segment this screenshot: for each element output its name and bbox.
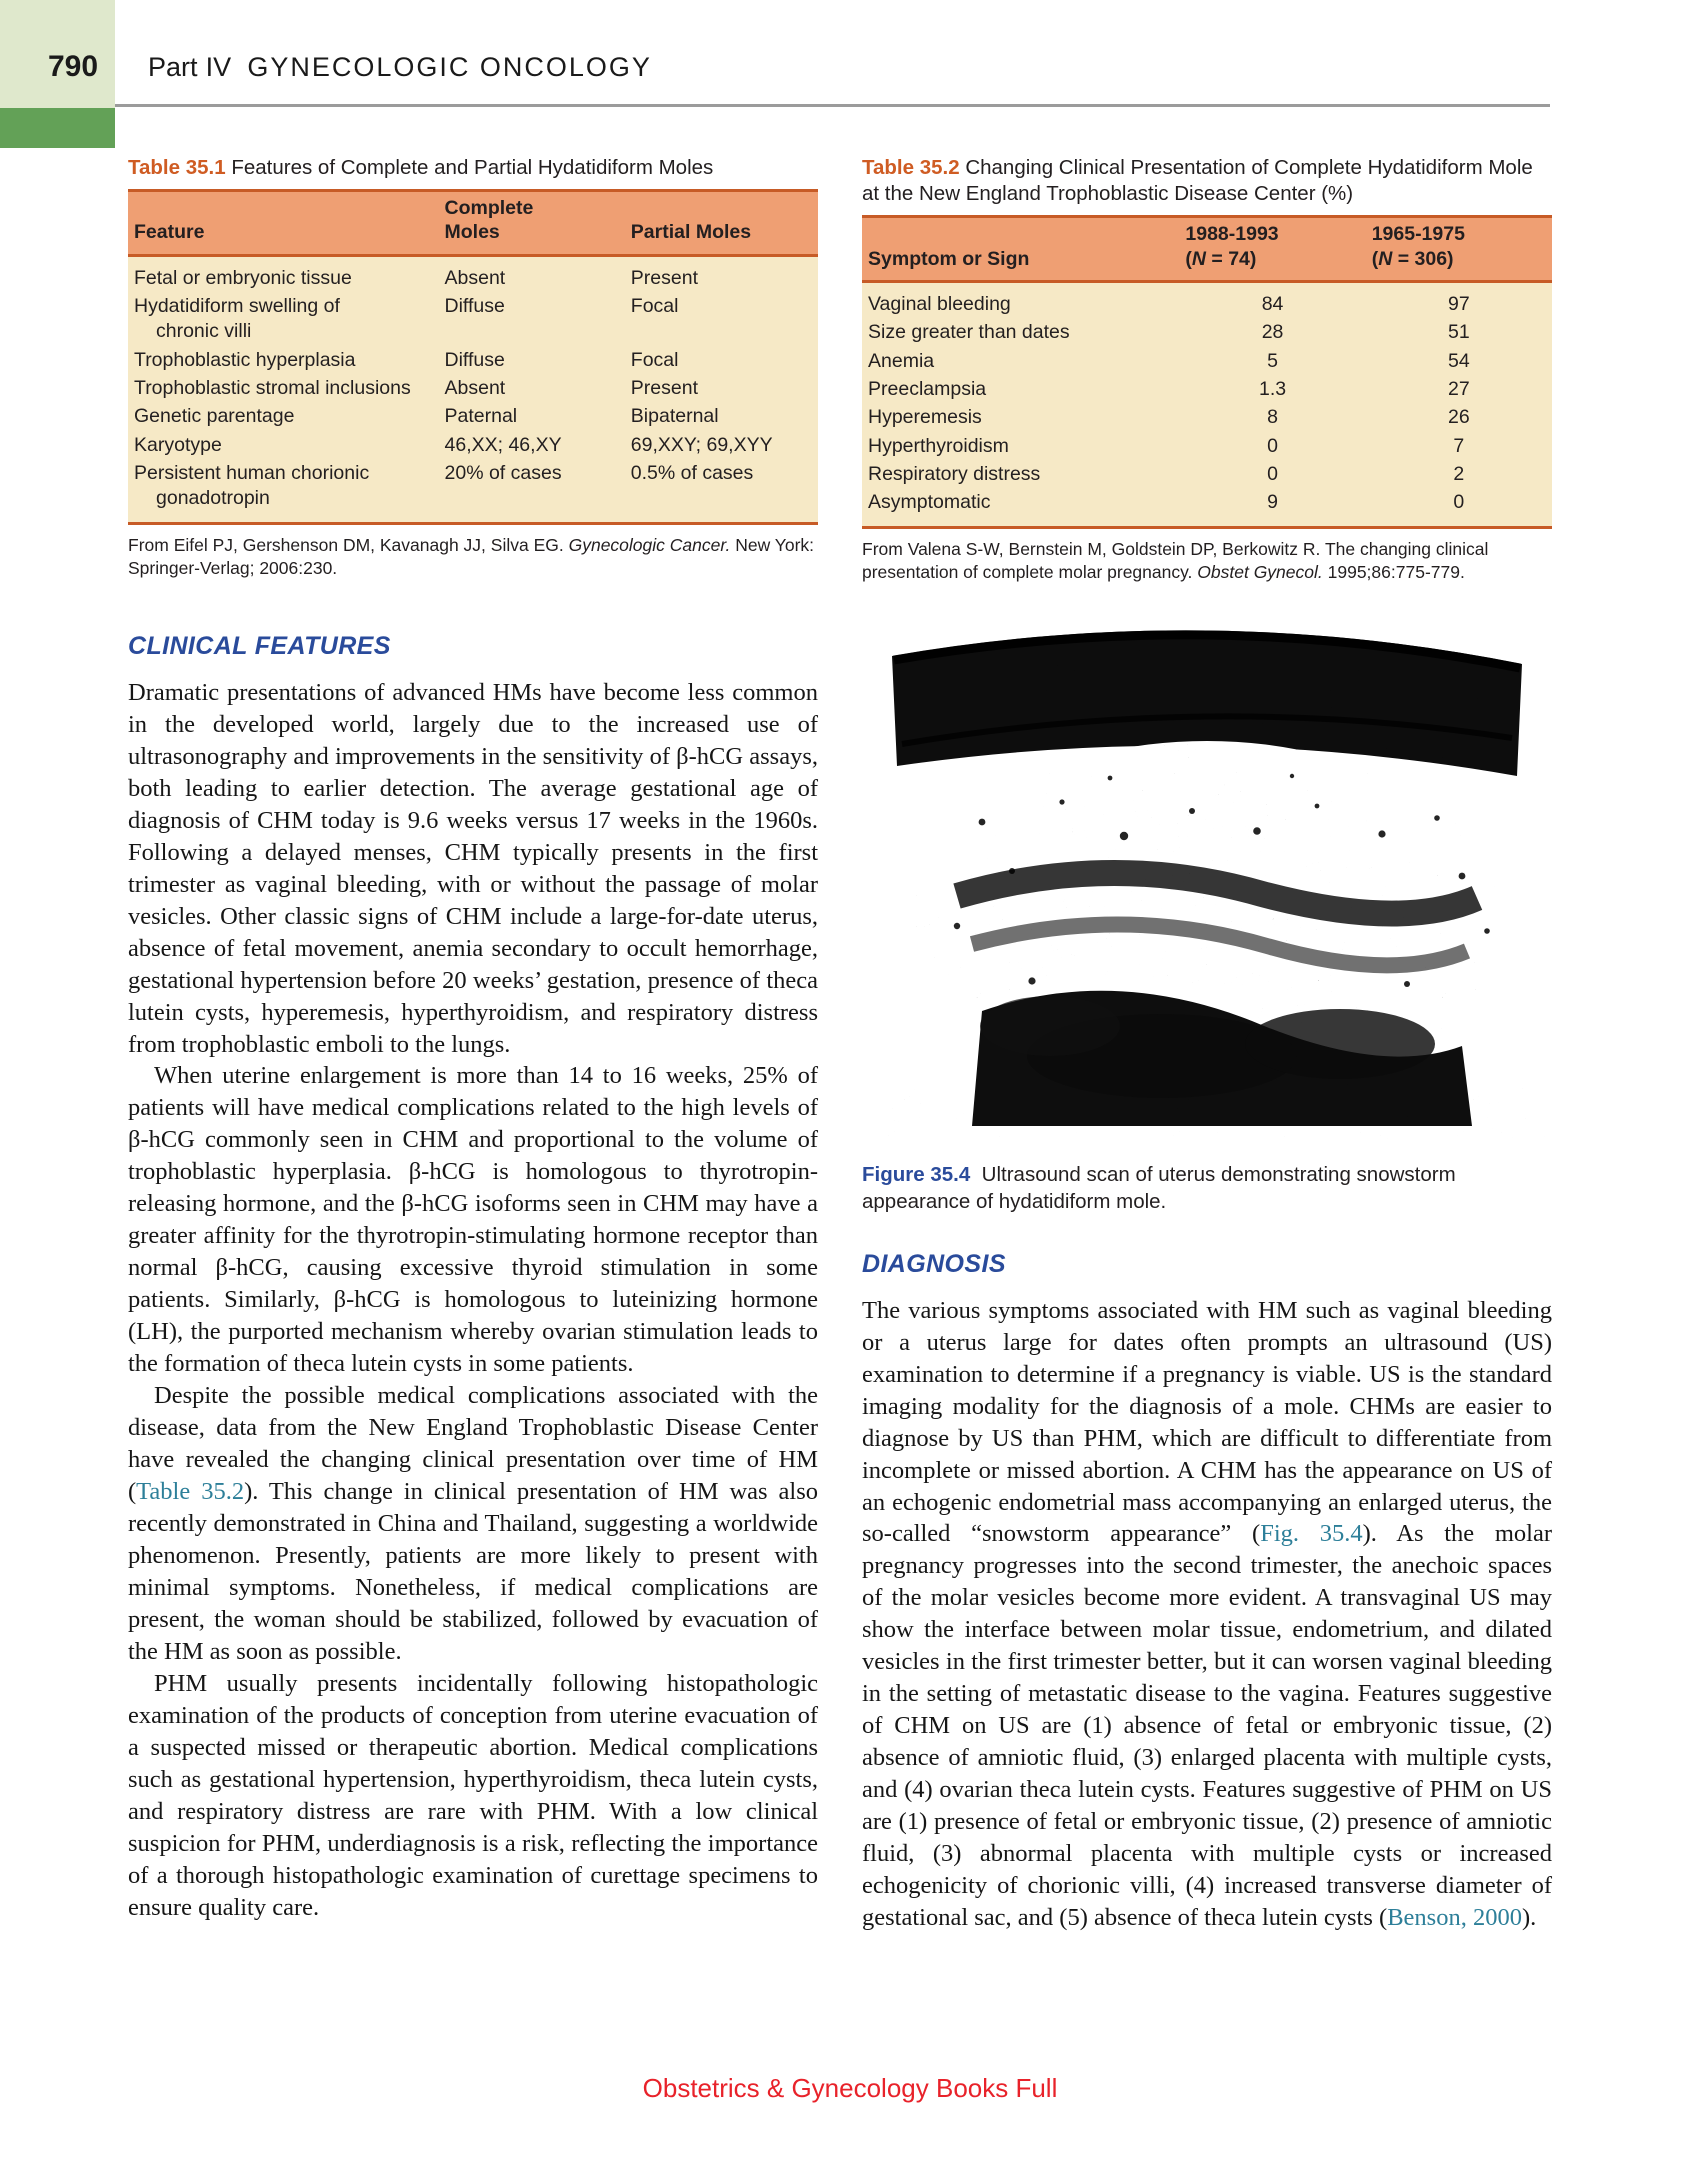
table-35-1-source: [128, 534, 818, 580]
table-35-2-col-1965-header: [1366, 217, 1552, 281]
running-head-part-label: Part: [148, 52, 198, 82]
figure-35-4-caption-text: Ultrasound scan of uterus demonstrating snowstorm appearance of hydatidiform mole.: [862, 1162, 1456, 1214]
table-row: [128, 255, 818, 292]
table-cell-symptom: Anemia: [868, 349, 935, 372]
table-cell-partial: Focal: [630, 294, 679, 317]
table-cell-partial: 69,XXY; 69,XYY: [630, 433, 773, 456]
table-35-2-source-post: 1995;86:775-779.: [1322, 561, 1465, 582]
table-35-1-col-partial-header: [625, 191, 818, 255]
table-row: [862, 281, 1552, 318]
table-row: [128, 374, 818, 402]
table-cell-1988: 8: [1267, 406, 1278, 429]
clinical-features-p3-before: Despite the possible medical complications associated with the disease, data from the New England Trophoblastic Disease Center have revealed the changing clinical presentation over time of HM (: [128, 1382, 818, 1506]
table-cell-1965: 26: [1447, 406, 1470, 429]
table-cell-feature: Fetal or embryonic tissue: [134, 266, 352, 289]
figure-35-4-label: Figure 35.4: [862, 1162, 971, 1186]
table-35-2-head: [862, 217, 1552, 281]
diagnosis-p1-end: ).: [1521, 1904, 1537, 1932]
left-column: [128, 155, 818, 1924]
table-cell-1988: 28: [1261, 321, 1284, 344]
figure-35-4-caption: [862, 1161, 1552, 1216]
table-cell-symptom: Hyperthyroidism: [868, 434, 1009, 457]
right-column: [862, 155, 1552, 1934]
table-cell-partial: Focal: [630, 348, 679, 371]
table-cell-1965: 2: [1453, 462, 1465, 485]
table-35-1-col-feature-label: Feature: [134, 221, 205, 244]
section-heading-clinical-features: CLINICAL FEATURES: [128, 631, 391, 660]
clinical-features-paragraph-2: When uterine enlargement is more than 14 to 16 weeks, 25% of patients will have medical complications related to the high levels of β-hCG commonly seen in CHM and proportional to the volume of trophoblastic hyperplasia. β-hCG is homologous to thyrotropin-releasing hormone, and the β-hCG isoforms seen in CHM may have a greater affinity for the thyrotropin-stimulating hormone receptor than normal β-hCG, causing excessive thyroid stimulation in some patients. Similarly, β-hCG is homologous to luteinizing hormone (LH), the purported mechanism whereby ovarian stimulation leads to the formation of theca lutein cysts in some patients.: [128, 1062, 818, 1378]
table-35-2-header-row: [862, 217, 1552, 281]
table-cell-1965: 0: [1453, 491, 1465, 514]
clinical-features-paragraph-3: [128, 1380, 818, 1668]
table-35-2-title: [862, 155, 1552, 207]
table-35-1-col-partial-label: Partial Moles: [630, 221, 752, 244]
figure-35-4-image: [862, 626, 1552, 1144]
diagnosis-p1-before: The various symptoms associated with HM such as vaginal bleeding or a uterus large for dates often prompts an ultrasound (US) examination to determine if a pregnancy is viable. US is the standard imaging modality for the diagnosis of a mole. CHMs are easier to diagnose by US than PHM, which are difficult to differentiate from incomplete or missed abortion. A CHM has the appearance on US of an echogenic endometrial mass accompanying an enlarged uterus, the so-called “snowstorm appearance” (: [862, 1296, 1552, 1548]
table-row: [128, 403, 818, 431]
table-cell-symptom: Size greater than dates: [868, 321, 1070, 344]
page-number: 790: [48, 50, 99, 83]
table-cell-1988: 5: [1267, 349, 1278, 372]
table-cell-complete: Diffuse: [444, 348, 505, 371]
table-cell-complete: 46,XX; 46,XY: [444, 433, 562, 456]
table-cell-1965: 54: [1447, 349, 1470, 372]
running-head-part-roman: IV: [205, 52, 232, 82]
table-cell-complete: Diffuse: [444, 294, 505, 317]
table-cell-1965: 27: [1447, 377, 1470, 400]
table-cell-feature-continuation: chronic villi: [156, 320, 252, 343]
table-cell-feature: Trophoblastic stromal inclusions: [134, 376, 411, 399]
table-cell-1988: 0: [1267, 434, 1278, 457]
table-cell-feature: Karyotype: [134, 433, 222, 456]
table-cell-1988: 0: [1267, 462, 1278, 485]
table-cell-feature-continuation: gonadotropin: [156, 487, 270, 510]
table-row: [862, 375, 1552, 403]
table-cell-complete: Paternal: [444, 405, 518, 428]
xref-figure-35-4[interactable]: Fig. 35.4: [1260, 1520, 1363, 1548]
table-cell-1965: 51: [1447, 321, 1470, 344]
table-cell-partial: Present: [630, 266, 698, 289]
table-cell-feature: Trophoblastic hyperplasia: [134, 348, 356, 371]
table-cell-symptom: Hyperemesis: [868, 406, 982, 429]
table-cell-complete: 20% of cases: [444, 461, 562, 484]
table-35-1-col-complete-line2: Moles: [444, 221, 500, 244]
table-35-2: [862, 215, 1552, 528]
table-cell-feature: Hydatidiform swelling of chronic villi: [128, 292, 439, 346]
table-row: [128, 292, 818, 346]
table-35-2-col-symptom-label: Symptom or Sign: [868, 247, 1030, 270]
table-cell-partial: Present: [630, 376, 698, 399]
clinical-features-p3-after: ). This change in clinical presentation of HM was also recently demonstrated in China and Thailand, suggesting a worldwide phenomenon. Presently, patients are more likely to present with minimal symptoms. Nonetheless, if medical complications are present, the woman should be stabilized, followed by evacuation of the HM as soon as possible.: [128, 1478, 819, 1665]
table-row: [862, 404, 1552, 432]
table-35-2-col-1965-line1: 1965-1975: [1371, 223, 1465, 246]
table-35-2-col-1988-header: [1179, 217, 1365, 281]
table-row: [862, 432, 1552, 460]
table-cell-complete: Absent: [444, 376, 506, 399]
table-35-2-source-pre: From Valena S-W, Bernstein M, Goldstein DP, Berkowitz R. The changing clinical presentation of complete molar pregnancy.: [862, 538, 1489, 582]
table-35-2-col-1965-line2: (N = 306): [1371, 247, 1454, 270]
table-cell-symptom: Preeclampsia: [868, 377, 987, 400]
clinical-features-paragraph-4: PHM usually presents incidentally following histopathologic examination of the products of conception from uterine evacuation of a suspected missed or therapeutic abortion. Medical complications such as gestational hypertension, hyperthyroidism, theca lutein cysts, and respiratory distress are rare with PHM. With a low clinical suspicion for PHM, underdiagnosis is a risk, reflecting the importance of a thorough histopathologic examination of curettage specimens to ensure quality care.: [128, 1669, 818, 1921]
table-35-1-title-text: Features of Complete and Partial Hydatidiform Moles: [231, 156, 714, 179]
table-35-2-col-1988-line1: 1988-1993: [1185, 223, 1279, 246]
table-35-2-number: Table 35.2: [862, 156, 960, 179]
table-cell-symptom: Vaginal bleeding: [868, 292, 1011, 315]
ultrasound-scan-graphic: [862, 626, 1552, 1144]
table-cell-symptom: Asymptomatic: [868, 491, 991, 514]
table-35-1-source-post: New York: Springer-Verlag; 2006:230.: [128, 534, 815, 578]
table-35-2-body: [862, 281, 1552, 527]
diagnosis-p1-after: ). As the molar pregnancy progresses into the second trimester, the anechoic spaces of the molar vesicles become more evident. A transvaginal US may show the interface between molar tissue, endometrium, and dilated vesicles in the first trimester better, but it can worsen vaginal bleeding in the setting of metastatic disease to the vagina. Features suggestive of CHM on US are (1) absence of fetal or embryonic tissue, (2) absence of amniotic fluid, (3) enlarged placenta with multiple cysts, and (4) ovarian theca lutein cysts. Features suggestive of PHM on US are (1) presence of fetal or embryonic tissue, (2) presence of amniotic fluid, (3) abnormal placenta with multiple cysts or increased echogenicity of chorionic villi, (4) increased transverse diameter of gestational sac, and (5) absence of theca lutein cysts (: [862, 1520, 1552, 1932]
table-row: [862, 460, 1552, 488]
table-35-2-col-1988-line2: (N = 74): [1185, 247, 1257, 270]
table-cell-1988: 9: [1267, 491, 1278, 514]
running-head-part-name: GYNECOLOGIC ONCOLOGY: [247, 52, 652, 82]
table-35-1-head: [128, 191, 818, 255]
table-row: [128, 431, 818, 459]
table-cell-feature: Persistent human chorionic gonadotropin: [128, 459, 439, 523]
diagnosis-paragraph-1: [862, 1295, 1552, 1934]
table-35-1-col-complete-header: [439, 191, 625, 255]
running-head-title: [148, 52, 652, 83]
table-35-1-col-feature-header: [128, 191, 439, 255]
table-35-1-col-complete-line1: Complete: [444, 197, 534, 220]
xref-citation-benson-2000[interactable]: Benson, 2000: [1387, 1904, 1522, 1932]
xref-table-35-2[interactable]: Table 35.2: [136, 1478, 245, 1506]
table-35-2-col-symptom-header: [862, 217, 1179, 281]
table-cell-1965: 7: [1453, 434, 1465, 457]
table-cell-symptom: Respiratory distress: [868, 462, 1041, 485]
table-35-2-title-text: Changing Clinical Presentation of Complete Hydatidiform Mole at the New England Trophoblastic Disease Center (%): [862, 156, 1533, 206]
table-35-1-header-row: [128, 191, 818, 255]
table-35-1: [128, 189, 818, 524]
table-cell-partial: Bipaternal: [630, 405, 719, 428]
header-rule: [115, 104, 1550, 107]
table-35-1-source-pre: From Eifel PJ, Gershenson DM, Kavanagh JJ, Silva EG.: [128, 534, 569, 555]
table-row: [862, 319, 1552, 347]
table-cell-partial: 0.5% of cases: [630, 461, 754, 484]
table-cell-feature: Genetic parentage: [134, 405, 295, 428]
table-35-1-source-italic: Gynecologic Cancer.: [568, 534, 731, 555]
table-cell-1988: 1.3: [1258, 377, 1287, 400]
table-row: [128, 459, 818, 523]
table-35-2-source-italic: Obstet Gynecol.: [1197, 561, 1323, 582]
table-row: [128, 346, 818, 374]
footer-watermark: Obstetrics & Gynecology Books Full: [642, 2073, 1058, 2103]
table-35-1-body: [128, 255, 818, 523]
table-35-1-number: Table 35.1: [128, 156, 226, 179]
header-band-dark: [0, 108, 115, 148]
table-35-2-source: [862, 538, 1552, 584]
clinical-features-paragraph-1: Dramatic presentations of advanced HMs have become less common in the developed world, largely due to the increased use of ultrasonography and improvements in the sensitivity of β-hCG assays, both leading to earlier detection. The average gestational age of diagnosis of CHM today is 9.6 weeks versus 17 weeks in the 1960s. Following a delayed menses, CHM typically presents in the first trimester as vaginal bleeding, with or without the passage of molar vesicles. Other classic signs of CHM include a large-for-date uterus, absence of fetal movement, anemia secondary to occult hemorrhage, gestational hypertension before 20 weeks’ gestation, presence of theca lutein cysts, hyperemesis, hyperthyroidism, and respiratory distress from trophoblastic emboli to the lungs.: [128, 678, 818, 1058]
table-row: [862, 347, 1552, 375]
table-row: [862, 489, 1552, 527]
table-35-1-title: [128, 155, 818, 181]
table-cell-1988: 84: [1261, 292, 1284, 315]
table-cell-complete: Absent: [444, 266, 506, 289]
table-cell-1965: 97: [1447, 292, 1470, 315]
section-heading-diagnosis: DIAGNOSIS: [862, 1249, 1006, 1278]
